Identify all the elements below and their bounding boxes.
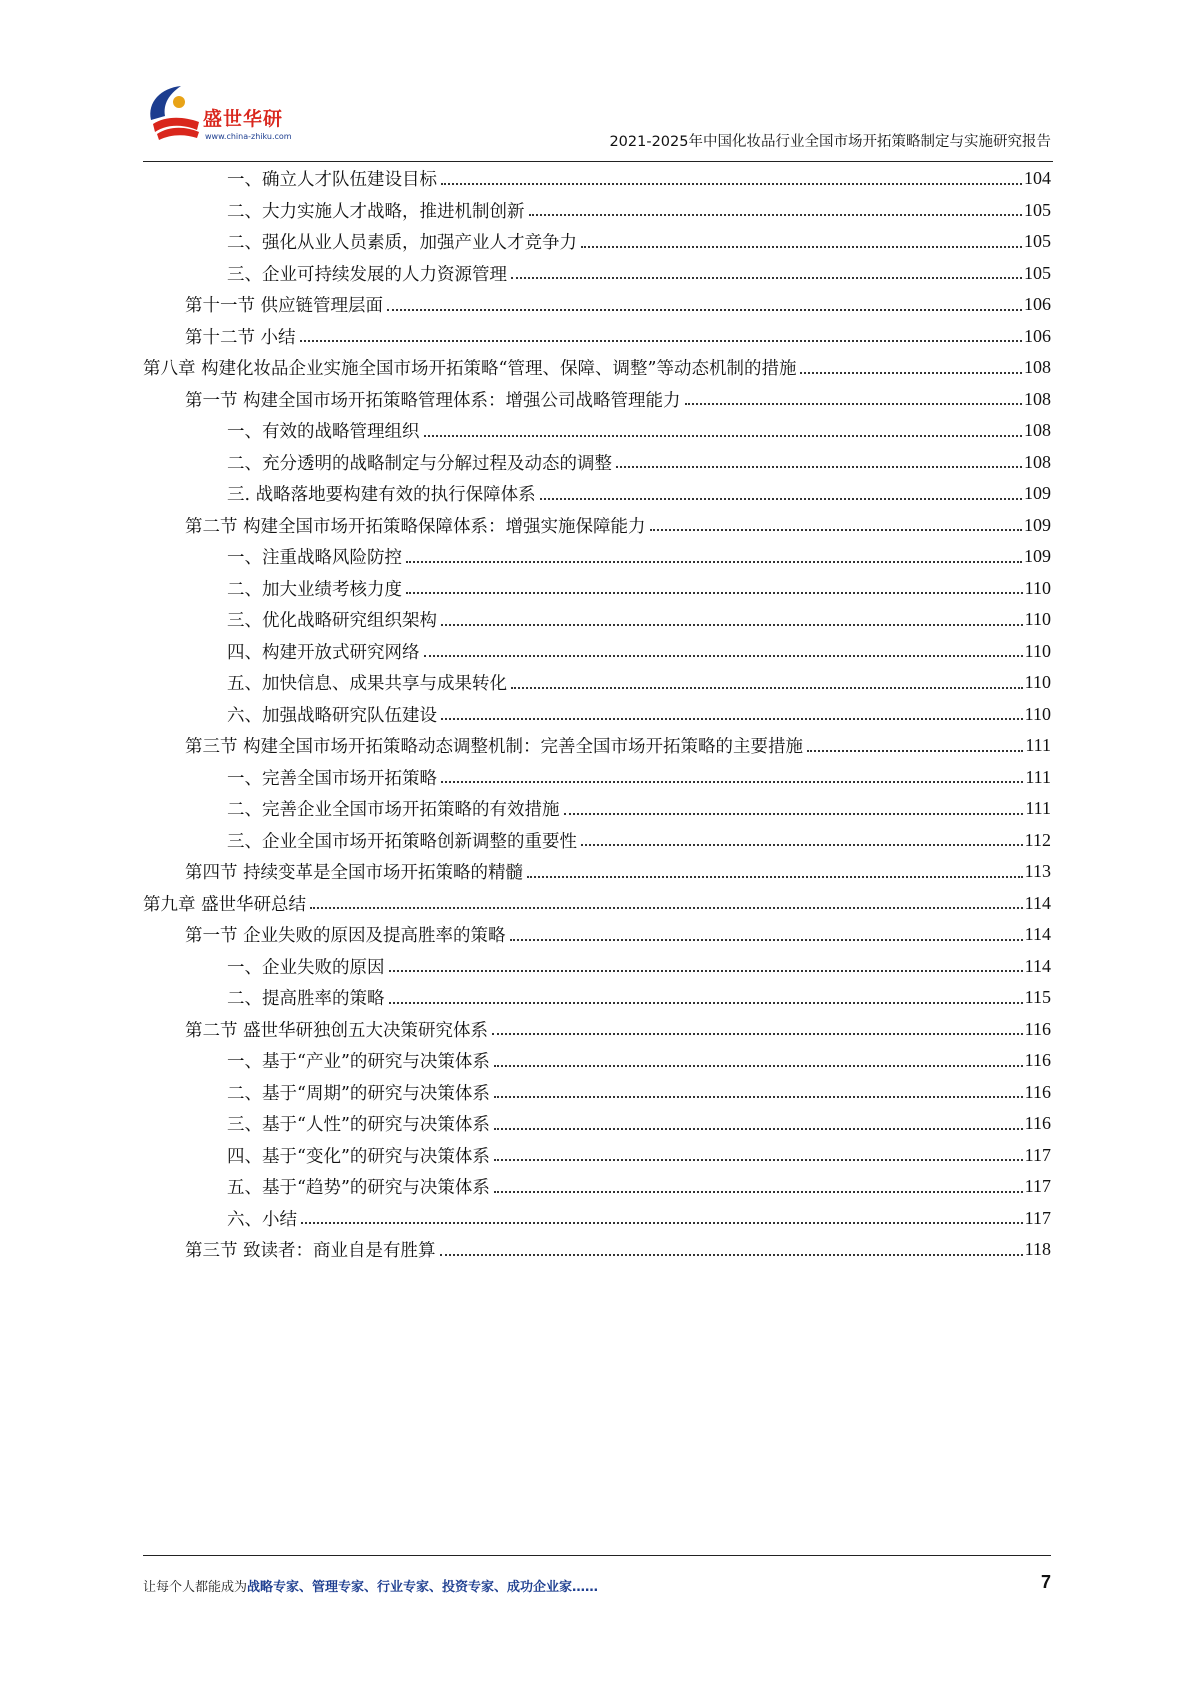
toc-entry-page: 114	[1024, 924, 1051, 945]
toc-entry-page: 117	[1024, 1144, 1051, 1165]
toc-entry[interactable]	[143, 793, 1051, 825]
toc-entry[interactable]	[143, 1234, 1051, 1266]
toc-leader-dots	[685, 403, 1022, 405]
toc-entry[interactable]	[143, 226, 1051, 258]
toc-entry-page: 111	[1025, 798, 1051, 819]
report-title: 2021-2025年中国化妆品行业全国市场开拓策略制定与实施研究报告	[609, 134, 1051, 150]
toc-entry-label: 三、企业全国市场开拓策略创新调整的重要性	[227, 828, 579, 853]
toc-entry-page: 110	[1024, 640, 1051, 661]
toc-entry[interactable]	[143, 321, 1051, 353]
toc-entry-label: 第十二节 小结	[185, 324, 298, 349]
toc-entry-label: 第二节 盛世华研独创五大决策研究体系	[185, 1017, 490, 1042]
toc-entry-label: 二、强化从业人员素质，加强产业人才竞争力	[227, 229, 579, 254]
toc-entry[interactable]	[143, 636, 1051, 668]
toc-entry-page: 116	[1024, 1113, 1051, 1134]
toc-entry-page: 108	[1024, 388, 1051, 409]
toc-entry-label: 一、基于“产业”的研究与决策体系	[227, 1048, 492, 1073]
toc-entry-label: 二、提高胜率的策略	[227, 985, 387, 1010]
toc-leader-dots	[581, 844, 1023, 846]
toc-entry-label: 三. 战略落地要构建有效的执行保障体系	[227, 481, 538, 506]
toc-entry-label: 第三节 致读者：商业自是有胜算	[185, 1237, 438, 1262]
toc-entry-label: 六、小结	[227, 1206, 299, 1231]
company-logo	[143, 80, 313, 150]
footer-slogan-emphasis: 战略专家、管理专家、行业专家、投资专家、成功企业家……	[247, 1580, 599, 1595]
toc-entry-page: 105	[1024, 199, 1051, 220]
footer-slogan-lead: 让每个人都能成为	[143, 1580, 248, 1595]
toc-entry-page: 117	[1024, 1207, 1051, 1228]
toc-entry[interactable]	[143, 951, 1051, 983]
toc-entry-page: 110	[1024, 577, 1051, 598]
toc-entry-page: 108	[1024, 357, 1051, 378]
toc-entry[interactable]	[143, 667, 1051, 699]
toc-entry-page: 109	[1024, 514, 1051, 535]
toc-leader-dots	[406, 561, 1022, 563]
toc-entry-label: 三、企业可持续发展的人力资源管理	[227, 261, 509, 286]
toc-entry-label: 二、基于“周期”的研究与决策体系	[227, 1080, 492, 1105]
toc-entry-page: 109	[1024, 483, 1051, 504]
toc-entry-label: 二、大力实施人才战略，推进机制创新	[227, 198, 527, 223]
toc-leader-dots	[424, 655, 1023, 657]
toc-entry-label: 一、企业失败的原因	[227, 954, 387, 979]
toc-entry[interactable]	[143, 1203, 1051, 1235]
toc-leader-dots	[300, 340, 1022, 342]
toc-entry-page: 116	[1024, 1018, 1051, 1039]
toc-leader-dots	[494, 1128, 1023, 1130]
toc-entry[interactable]	[143, 1171, 1051, 1203]
toc-entry[interactable]	[143, 541, 1051, 573]
toc-entry-label: 五、加快信息、成果共享与成果转化	[227, 670, 509, 695]
toc-leader-dots	[441, 781, 1023, 783]
toc-leader-dots	[510, 939, 1023, 941]
toc-leader-dots	[441, 183, 1022, 185]
toc-entry[interactable]	[143, 195, 1051, 227]
toc-entry-label: 第一节 构建全国市场开拓策略管理体系：增强公司战略管理能力	[185, 387, 683, 412]
toc-entry[interactable]	[143, 982, 1051, 1014]
toc-entry-page: 110	[1024, 703, 1051, 724]
toc-leader-dots	[389, 970, 1023, 972]
footer-slogan	[143, 1576, 598, 1595]
toc-entry-label: 一、确立人才队伍建设目标	[227, 166, 439, 191]
toc-entry[interactable]	[143, 478, 1051, 510]
toc-entry[interactable]	[143, 1014, 1051, 1046]
toc-entry-page: 106	[1024, 325, 1051, 346]
toc-entry[interactable]	[143, 510, 1051, 542]
toc-entry[interactable]	[143, 604, 1051, 636]
toc-entry-page: 105	[1024, 231, 1051, 252]
toc-entry-label: 第四节 持续变革是全国市场开拓策略的精髓	[185, 859, 525, 884]
toc-entry-page: 108	[1024, 420, 1051, 441]
toc-entry-label: 一、完善全国市场开拓策略	[227, 765, 439, 790]
toc-entry-page: 114	[1024, 955, 1051, 976]
toc-entry-page: 116	[1024, 1081, 1051, 1102]
toc-entry-label: 一、有效的战略管理组织	[227, 418, 422, 443]
toc-leader-dots	[529, 214, 1023, 216]
toc-entry[interactable]	[143, 573, 1051, 605]
toc-leader-dots	[540, 498, 1022, 500]
toc-leader-dots	[406, 592, 1023, 594]
toc-entry-label: 第八章 构建化妆品企业实施全国市场开拓策略“管理、保障、调整”等动态机制的措施	[143, 355, 798, 380]
table-of-contents	[143, 163, 1051, 1266]
toc-entry-label: 三、基于“人性”的研究与决策体系	[227, 1111, 492, 1136]
page-header	[143, 80, 1053, 162]
toc-entry-page: 118	[1024, 1239, 1051, 1260]
toc-leader-dots	[511, 277, 1022, 279]
toc-leader-dots	[387, 309, 1022, 311]
toc-entry-page: 109	[1024, 546, 1051, 567]
toc-entry[interactable]	[143, 730, 1051, 762]
footer-divider	[143, 1555, 1051, 1556]
toc-entry-page: 106	[1024, 294, 1051, 315]
toc-entry[interactable]	[143, 289, 1051, 321]
toc-leader-dots	[441, 718, 1023, 720]
toc-entry-page: 112	[1024, 829, 1051, 850]
toc-entry[interactable]	[143, 415, 1051, 447]
toc-entry-page: 110	[1024, 609, 1051, 630]
toc-entry-label: 第一节 企业失败的原因及提高胜率的策略	[185, 922, 508, 947]
toc-leader-dots	[511, 687, 1023, 689]
toc-leader-dots	[310, 907, 1023, 909]
toc-entry-label: 第二节 构建全国市场开拓策略保障体系：增强实施保障能力	[185, 513, 648, 538]
toc-leader-dots	[650, 529, 1022, 531]
toc-entry-page: 113	[1024, 861, 1051, 882]
toc-entry[interactable]	[143, 258, 1051, 290]
toc-entry-label: 五、基于“趋势”的研究与决策体系	[227, 1174, 492, 1199]
toc-entry[interactable]	[143, 856, 1051, 888]
toc-entry[interactable]	[143, 919, 1051, 951]
toc-entry-page: 111	[1025, 766, 1051, 787]
toc-entry-page: 117	[1024, 1176, 1051, 1197]
toc-entry[interactable]	[143, 1077, 1051, 1109]
logo-url: www.china-zhiku.com	[205, 132, 292, 141]
toc-leader-dots	[441, 624, 1023, 626]
toc-entry[interactable]	[143, 384, 1051, 416]
logo-emblem-icon	[143, 80, 203, 142]
toc-leader-dots	[440, 1254, 1023, 1256]
toc-entry-label: 第九章 盛世华研总结	[143, 891, 308, 916]
toc-leader-dots	[494, 1159, 1023, 1161]
toc-entry[interactable]	[143, 825, 1051, 857]
toc-entry[interactable]	[143, 447, 1051, 479]
toc-entry[interactable]	[143, 699, 1051, 731]
toc-entry[interactable]	[143, 1140, 1051, 1172]
toc-entry[interactable]	[143, 1045, 1051, 1077]
toc-entry-label: 三、优化战略研究组织架构	[227, 607, 439, 632]
toc-leader-dots	[389, 1002, 1023, 1004]
toc-entry-page: 111	[1025, 735, 1051, 756]
toc-entry-label: 一、注重战略风险防控	[227, 544, 404, 569]
toc-entry-page: 104	[1024, 168, 1051, 189]
toc-entry-label: 四、基于“变化”的研究与决策体系	[227, 1143, 492, 1168]
header-divider	[143, 161, 1053, 162]
toc-leader-dots	[301, 1222, 1023, 1224]
toc-leader-dots	[494, 1096, 1023, 1098]
toc-entry-page: 116	[1024, 1050, 1051, 1071]
toc-entry-label: 六、加强战略研究队伍建设	[227, 702, 439, 727]
toc-entry-page: 105	[1024, 262, 1051, 283]
toc-entry-page: 108	[1024, 451, 1051, 472]
toc-entry[interactable]	[143, 163, 1051, 195]
toc-leader-dots	[800, 372, 1022, 374]
toc-entry-label: 四、构建开放式研究网络	[227, 639, 422, 664]
toc-entry-label: 二、充分透明的战略制定与分解过程及动态的调整	[227, 450, 614, 475]
toc-leader-dots	[494, 1065, 1023, 1067]
toc-entry[interactable]	[143, 1108, 1051, 1140]
toc-entry-page: 110	[1024, 672, 1051, 693]
page-number: 7	[1040, 1572, 1051, 1592]
toc-entry-page: 115	[1024, 987, 1051, 1008]
toc-leader-dots	[616, 466, 1022, 468]
toc-entry-label: 第三节 构建全国市场开拓策略动态调整机制：完善全国市场开拓策略的主要措施	[185, 733, 805, 758]
toc-leader-dots	[527, 876, 1023, 878]
toc-entry-label: 二、加大业绩考核力度	[227, 576, 404, 601]
toc-entry-page: 114	[1024, 892, 1051, 913]
toc-entry[interactable]	[143, 762, 1051, 794]
toc-leader-dots	[807, 750, 1023, 752]
toc-leader-dots	[492, 1033, 1023, 1035]
toc-leader-dots	[581, 246, 1022, 248]
toc-entry[interactable]	[143, 352, 1051, 384]
logo-brand-name: 盛世华研	[203, 108, 284, 130]
toc-leader-dots	[564, 813, 1024, 815]
toc-entry-label: 第十一节 供应链管理层面	[185, 292, 385, 317]
toc-entry-label: 二、完善企业全国市场开拓策略的有效措施	[227, 796, 562, 821]
toc-leader-dots	[424, 435, 1023, 437]
toc-leader-dots	[494, 1191, 1023, 1193]
toc-entry[interactable]	[143, 888, 1051, 920]
